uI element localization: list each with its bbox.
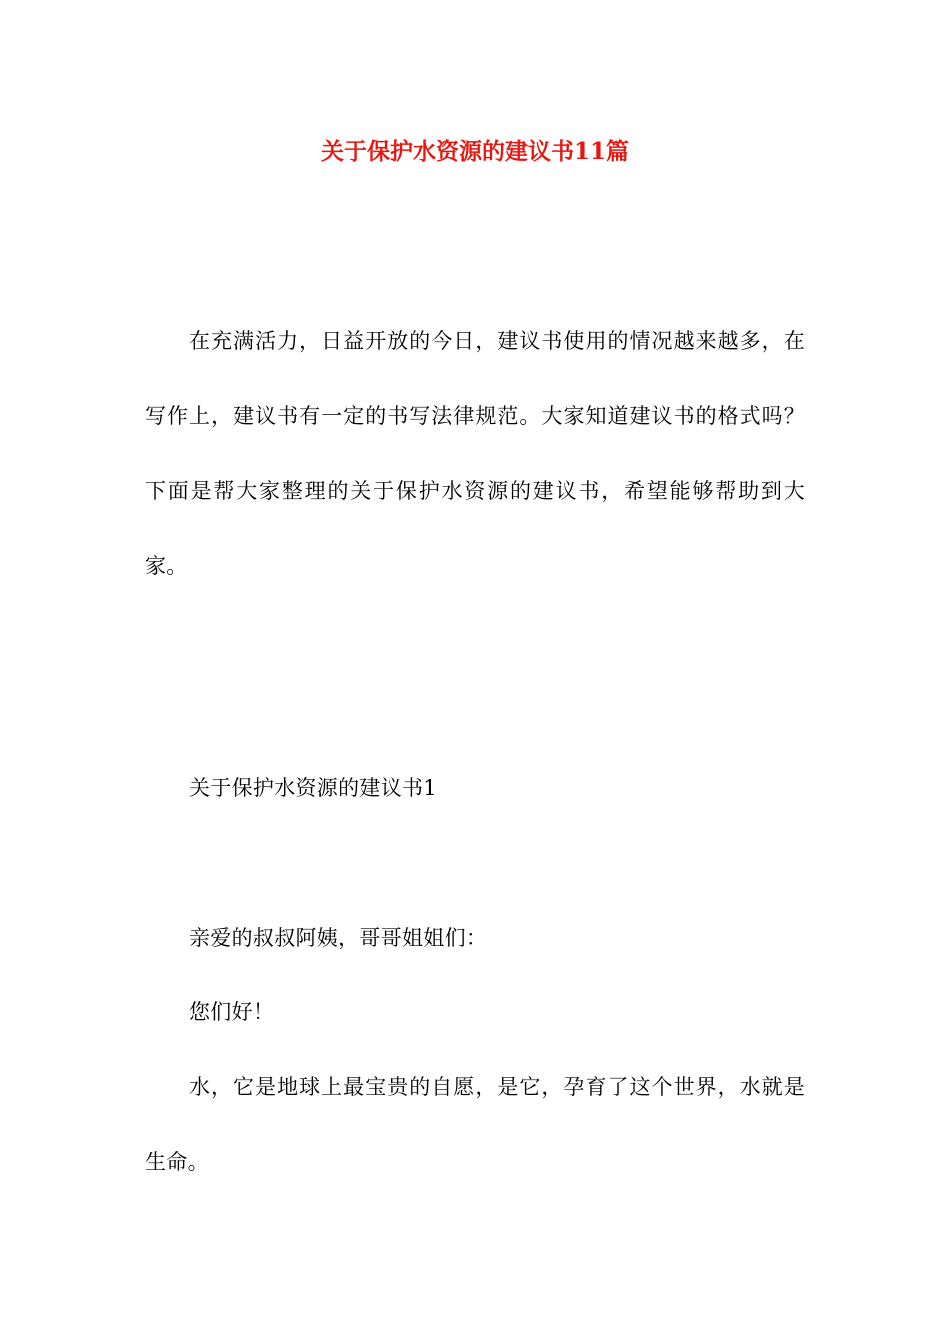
body-paragraph: 水，它是地球上最宝贵的自愿，是它，孕育了这个世界，水就是生命。	[145, 1075, 805, 1174]
document-title: 关于保护水资源的建议书11篇	[320, 138, 629, 165]
salutation: 亲爱的叔叔阿姨，哥哥姐姐们：	[189, 926, 488, 950]
intro-paragraph: 在充满活力，日益开放的今日，建议书使用的情况越来越多，在写作上，建议书有一定的书写法律规范。大家知道建议书的格式吗？下面是帮大家整理的关于保护水资源的建议书，希望能够帮助到大家。	[145, 329, 805, 578]
section-heading: 关于保护水资源的建议书1	[189, 776, 437, 800]
greeting: 您们好！	[189, 1000, 275, 1024]
